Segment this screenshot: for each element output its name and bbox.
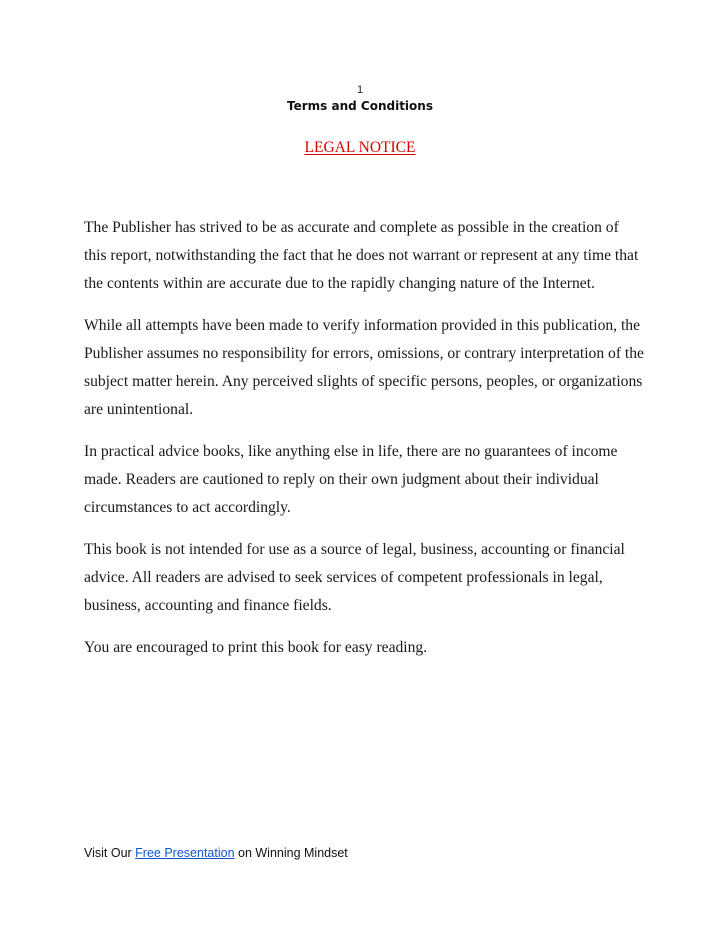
document-title: Terms and Conditions <box>287 99 433 113</box>
free-presentation-link[interactable]: Free Presentation <box>135 846 235 860</box>
footer-prefix: Visit Our <box>84 846 136 860</box>
legal-notice-heading <box>0 139 720 157</box>
paragraph-responsibility: While all attempts have been made to verify information provided in this publication, the Publisher assumes no responsibility for errors, omissions, or contrary interpretation of the subject matter herein. Any perceived slights of specific persons, peoples, or organizations are unintentional. <box>84 317 644 418</box>
paragraph-guarantees: In practical advice books, like anything else in life, there are no guarantees of income made. Readers are cautioned to reply on their own judgment about their individual circumstances to act accordingly. <box>84 443 618 516</box>
page-number: 1 <box>356 84 364 96</box>
legal-notice-text: LEGAL NOTICE <box>304 139 416 156</box>
paragraph-print: You are encouraged to print this book for easy reading. <box>84 639 428 656</box>
paragraph-accuracy: The Publisher has strived to be as accurate and complete as possible in the creation of this report, notwithstanding the fact that he does not warrant or represent at any time that the contents within are accurate due to the rapidly changing nature of the Internet. <box>84 219 639 292</box>
paragraph-advice-disclaimer: This book is not intended for use as a source of legal, business, accounting or financial advice. All readers are advised to seek services of competent professionals in legal, business, accounting and finance fields. <box>84 541 625 614</box>
footer-suffix: on Winning Mindset <box>234 846 348 860</box>
document-body <box>84 214 644 676</box>
footer <box>84 846 348 860</box>
